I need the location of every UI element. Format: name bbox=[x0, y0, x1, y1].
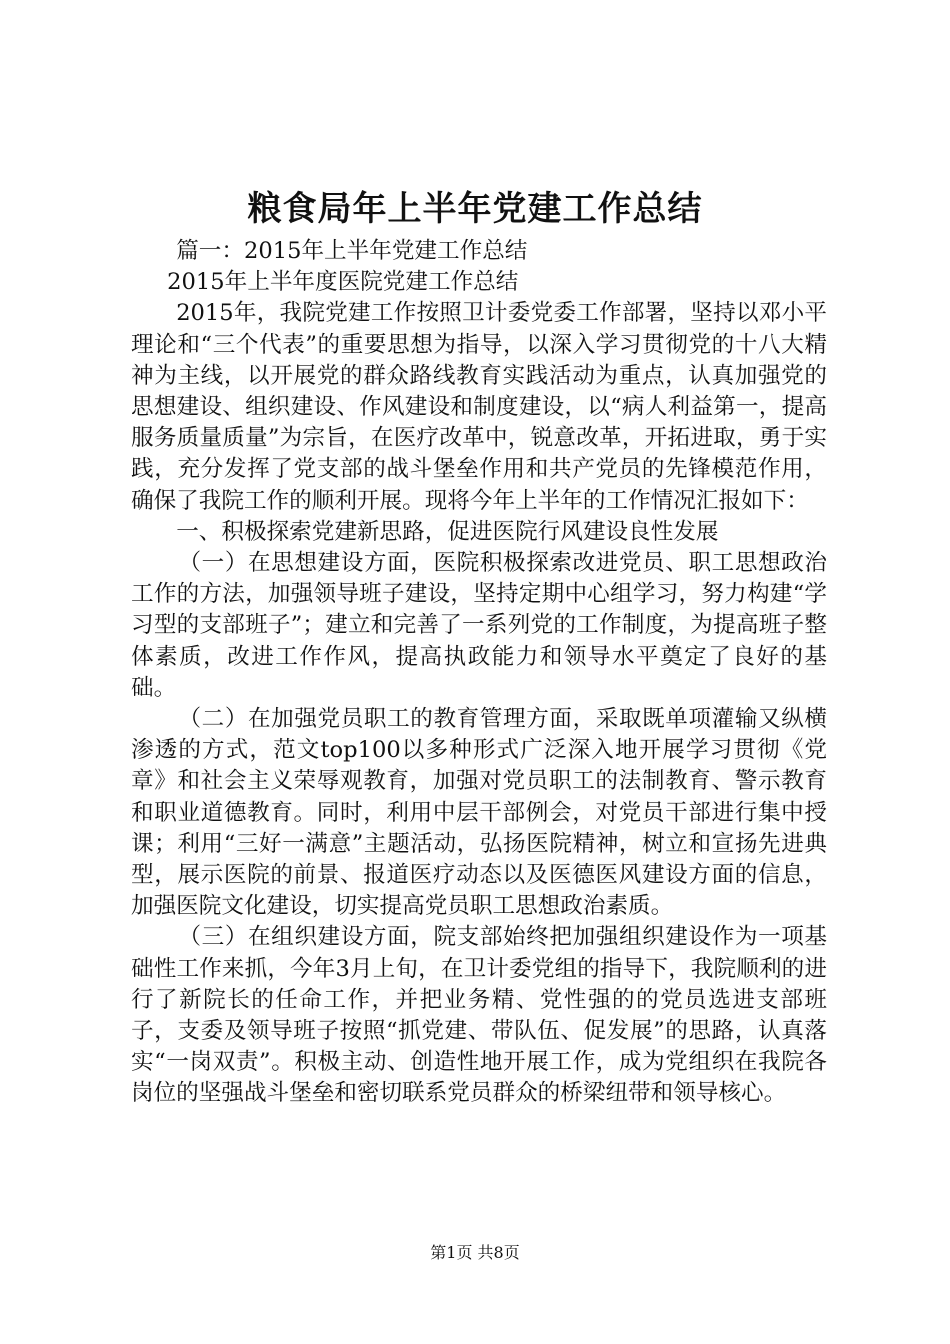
paragraph-section-heading: 一、积极探索党建新思路，促进医院行风建设良性发展 bbox=[176, 518, 719, 545]
paragraph-heading-part-one: 篇一：2015年上半年党建工作总结 bbox=[176, 238, 528, 264]
paragraph-intro: 2015年，我院党建工作按照卫计委党委工作部署，坚持以邓小平理论和“三个代表”的重要思想为指导，以深入学习贯彻党的十八大精神为主线，以开展党的群众路线教育实践活动为重点，认真加强党的思想建设、组织建设、作风建设和制度建设，以“病人利益第一，提高服务质量质量”为宗旨，在医疗改革中，锐意改革，开拓进取，勇于实践，充分发挥了党支部的战斗堡垒作用和共产党员的先锋模范作用，确保了我院工作的顺利开展。现将今年上半年的工作情况汇报如下： bbox=[131, 300, 827, 514]
paragraph-item-two: （二）在加强党员职工的教育管理方面，采取既单项灌输又纵横渗透的方式，范文top100以多种形式广泛深入地开展学习贯彻《党章》和社会主义荣辱观教育，加强对党员职工的法制教育、警示教育和职业道德教育。同时，利用中层干部例会，对党员干部进行集中授课；利用“三好一满意”主题活动，弘扬医院精神，树立和宣扬先进典型，展示医院的前景、报道医疗动态以及医德医风建设方面的信息，加强医院文化建设，切实提高党员职工思想政治素质。 bbox=[131, 706, 827, 920]
paragraph-item-three: （三）在组织建设方面，院支部始终把加强组织建设作为一项基础性工作来抓，今年3月上旬，在卫计委党组的指导下，我院顺利的进行了新院长的任命工作，并把业务精、党性强的的党员选进支部班子，支委及领导班子按照“抓党建、带队伍、促发展”的思路，认真落实“一岗双责”。积极主动、创造性地开展工作，成为党组织在我院各岗位的坚强战斗堡垒和密切联系党员群众的桥梁纽带和领导核心。 bbox=[131, 924, 827, 1107]
document-body bbox=[131, 236, 827, 1110]
page-footer: 第1页 共8页 bbox=[430, 1243, 520, 1262]
paragraph-item-one: （一）在思想建设方面，医院积极探索改进党员、职工思想政治工作的方法，加强领导班子建设，坚持定期中心组学习，努力构建“学习型的支部班子”；建立和完善了一系列党的工作制度，为提高班子整体素质，改进工作作风，提高执政能力和领导水平奠定了良好的基础。 bbox=[131, 550, 827, 701]
document-title: 粮食局年上半年党建工作总结 bbox=[247, 189, 703, 229]
paragraph-subtitle: 2015年上半年度医院党建工作总结 bbox=[167, 269, 519, 296]
